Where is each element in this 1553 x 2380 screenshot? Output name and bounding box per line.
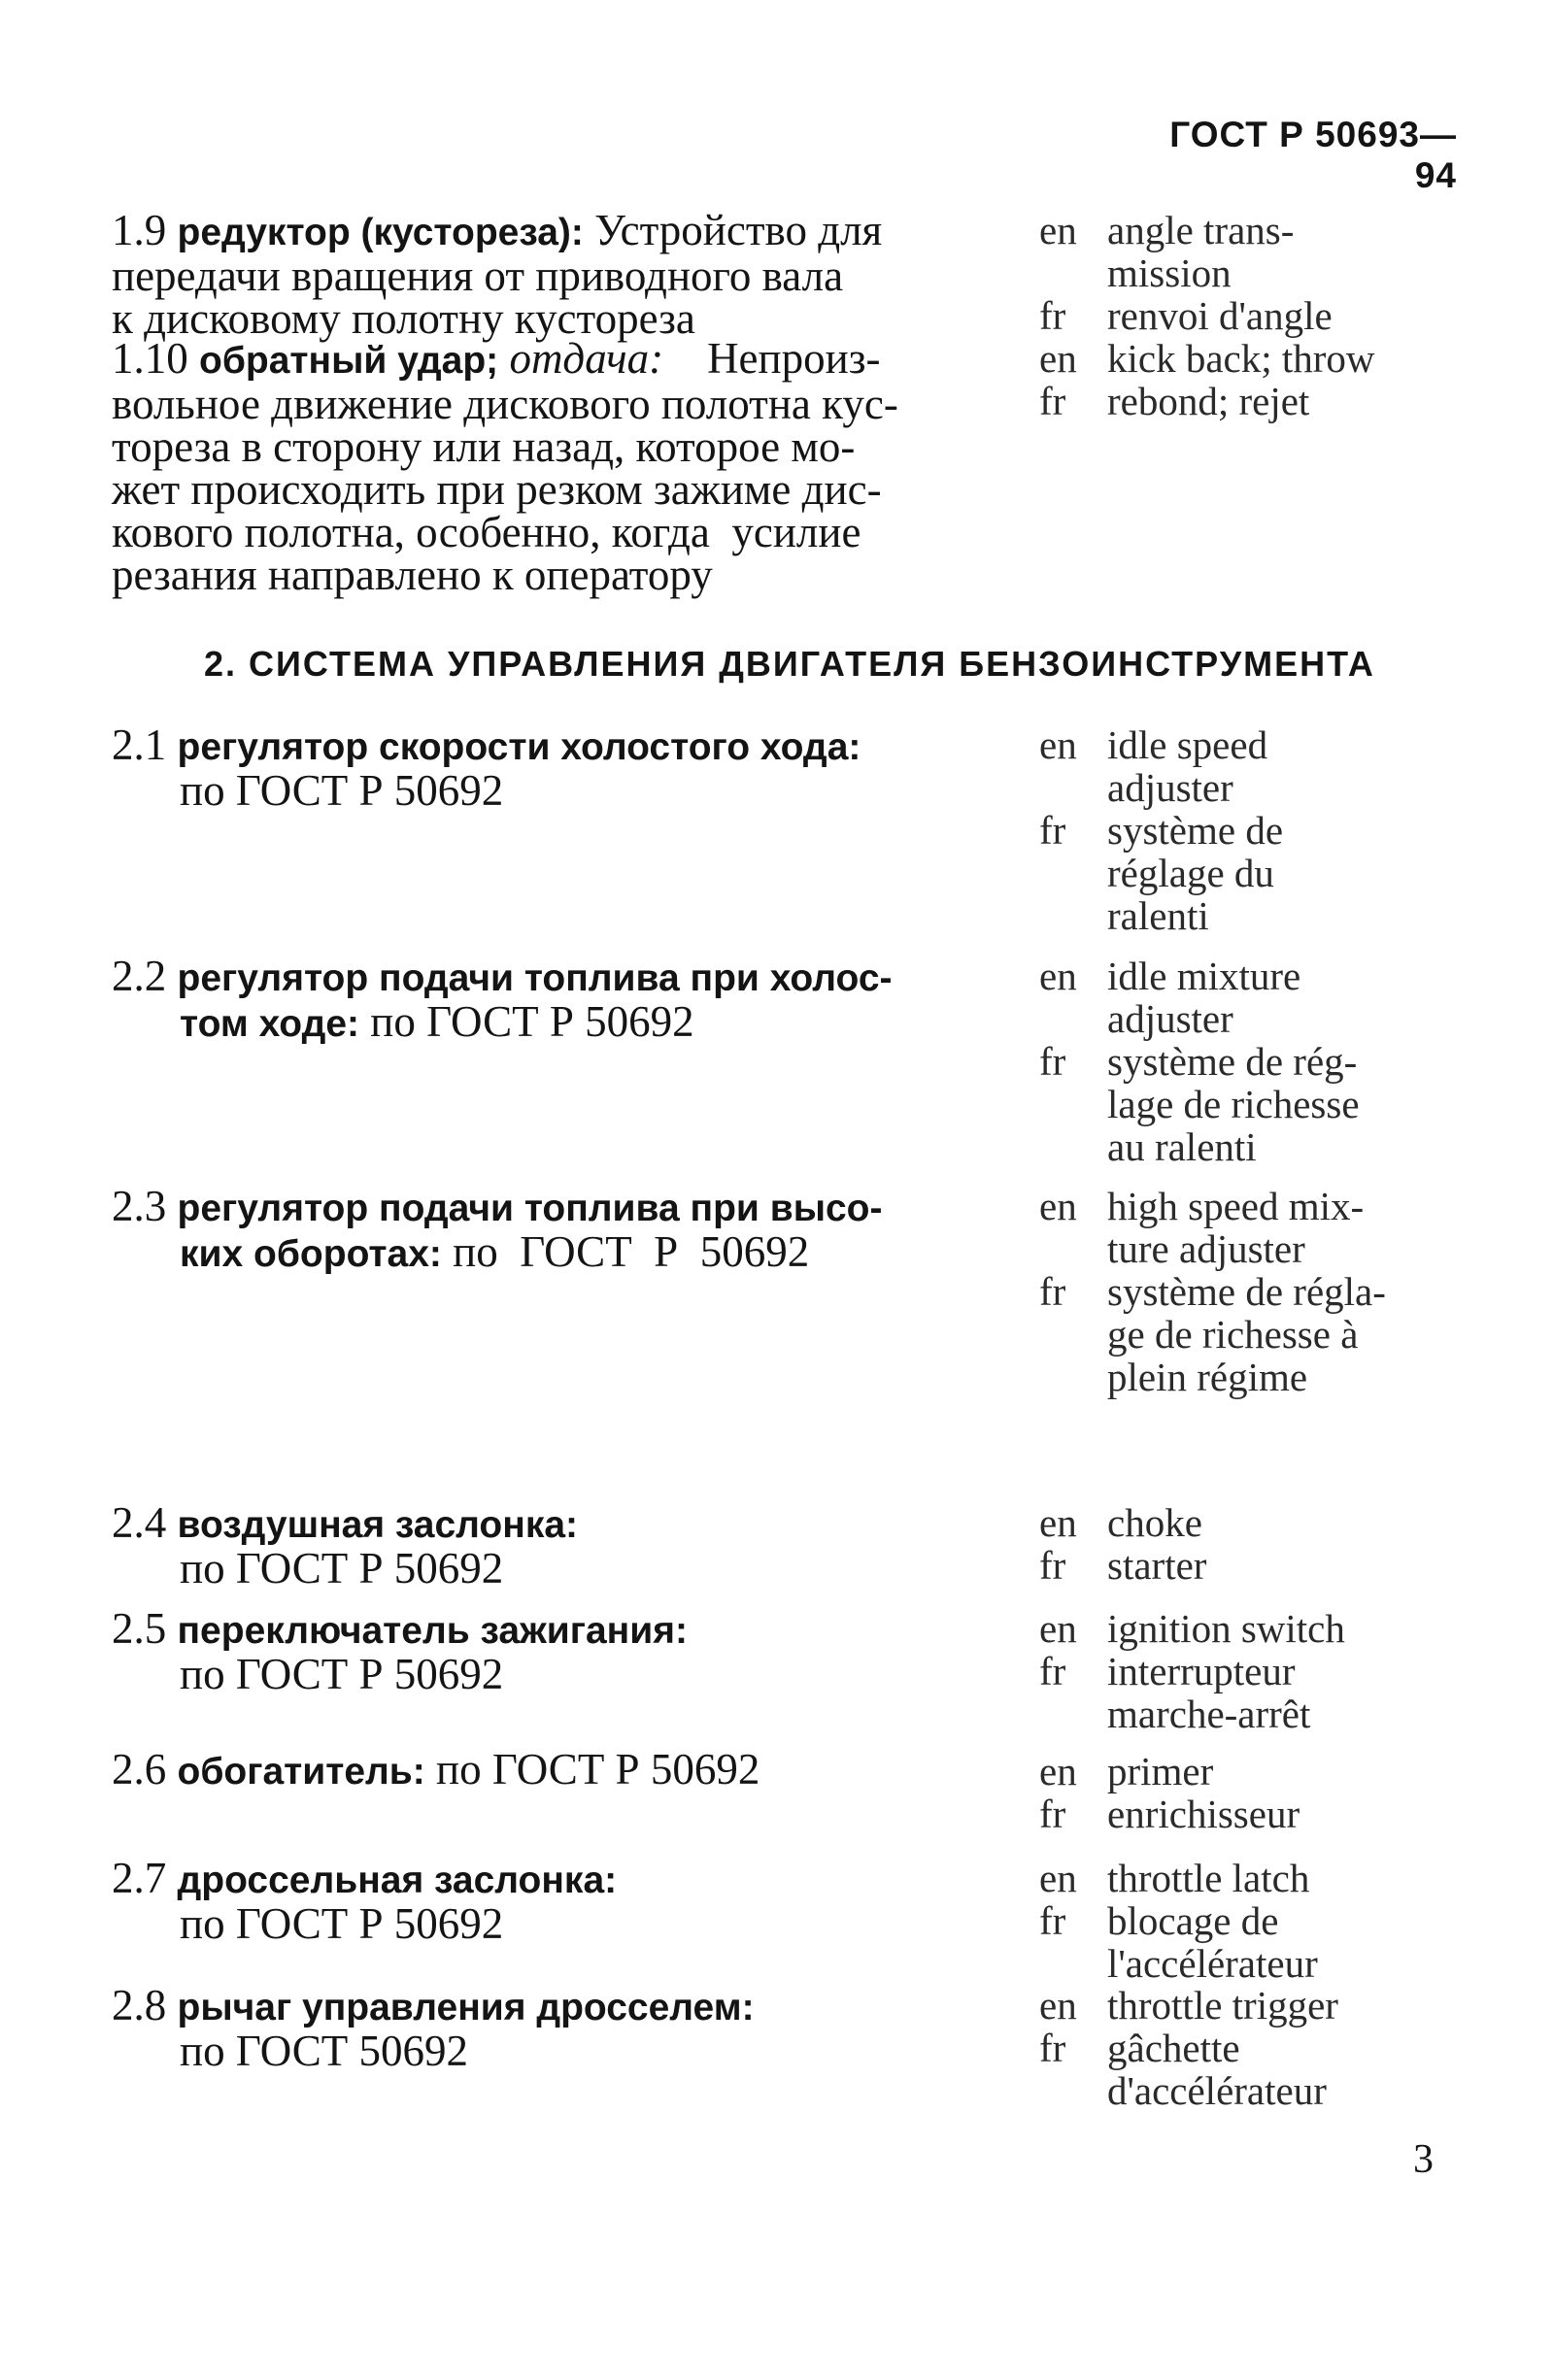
lang-code: en xyxy=(1039,1856,1077,1900)
equivalent-line: primer xyxy=(1107,1749,1214,1793)
equivalent-line: ge de richesse à xyxy=(1107,1312,1359,1357)
equivalent-line: ralenti xyxy=(1107,893,1209,938)
equivalent-line: lage de richesse xyxy=(1107,1082,1360,1126)
equivalent-line: high speed mix- xyxy=(1107,1184,1365,1228)
term-reference: по ГОСТ Р 50692 xyxy=(180,1544,504,1592)
term-entry xyxy=(112,334,947,599)
equivalents xyxy=(1039,955,1457,1168)
term-reference: по ГОСТ 50692 xyxy=(180,2027,469,2075)
lang-code: fr xyxy=(1039,2026,1066,2070)
term-name-continued: том ходе: xyxy=(180,1003,360,1045)
equivalent-line: mission xyxy=(1107,251,1232,295)
term-reference: по ГОСТ Р 50692 xyxy=(180,1650,504,1698)
term-reference: по ГОСТ Р 50692 xyxy=(359,997,694,1046)
term-name: обратный удар; xyxy=(199,340,499,382)
term-name: рычаг управления дросселем: xyxy=(177,1987,755,2028)
equivalent-line: adjuster xyxy=(1107,996,1233,1041)
term-entry xyxy=(112,1498,947,1592)
entry-number: 2.5 xyxy=(112,1604,167,1653)
equivalent-line: idle speed xyxy=(1107,722,1268,767)
lang-code: fr xyxy=(1039,1898,1066,1943)
equivalent-line: starter xyxy=(1107,1543,1207,1588)
equivalent-line: throttle trigger xyxy=(1107,1983,1338,2028)
entry-number: 2.7 xyxy=(112,1854,167,1902)
entry-number: 2.1 xyxy=(112,721,167,769)
term-reference: по ГОСТ Р 50692 xyxy=(424,1745,760,1793)
equivalent-line: l'accélérateur xyxy=(1107,1941,1318,1986)
lang-code: fr xyxy=(1039,1792,1066,1836)
equivalent-line: plein régime xyxy=(1107,1355,1308,1399)
term-definition-start: Устройство для xyxy=(583,206,883,254)
lang-code: fr xyxy=(1039,1039,1066,1084)
equivalents xyxy=(1039,1857,1457,1985)
definition-line: тореза в сторону или назад, которое мо- xyxy=(112,422,856,471)
definition-line: кового полотна, особенно, когда усилие xyxy=(112,508,861,556)
term-entry xyxy=(112,1981,947,2075)
term-name: переключатель зажигания: xyxy=(177,1610,688,1652)
lang-code: fr xyxy=(1039,379,1066,423)
term-name: регулятор подачи топлива при высо- xyxy=(177,1188,883,1229)
equivalent-line: marche-arrêt xyxy=(1107,1692,1311,1736)
equivalent-line: throttle latch xyxy=(1107,1856,1310,1900)
term-name: воздушная заслонка: xyxy=(177,1504,579,1546)
definition-line: передачи вращения от приводного вала xyxy=(112,251,844,300)
lang-code: en xyxy=(1039,1749,1077,1793)
entry-number: 1.10 xyxy=(112,334,188,383)
equivalents xyxy=(1039,1185,1457,1398)
term-name: дроссельная заслонка: xyxy=(177,1860,618,1901)
equivalent-line: système de rég- xyxy=(1107,1039,1358,1084)
lang-code: en xyxy=(1039,1606,1077,1651)
equivalent-line: enrichisseur xyxy=(1107,1792,1300,1836)
lang-code: en xyxy=(1039,208,1077,252)
equivalents xyxy=(1039,1750,1457,1835)
equivalents xyxy=(1039,337,1457,422)
lang-code: en xyxy=(1039,1184,1077,1228)
equivalent-line: choke xyxy=(1107,1500,1202,1545)
definition-line: к дисковому полотну кустореза xyxy=(112,294,695,343)
equivalent-line: adjuster xyxy=(1107,765,1233,810)
term-entry xyxy=(112,1604,947,1698)
term-entry xyxy=(112,1854,947,1948)
term-entry xyxy=(112,206,947,343)
equivalents xyxy=(1039,723,1457,937)
term-entry xyxy=(112,721,947,815)
equivalent-line: interrupteur xyxy=(1107,1649,1296,1693)
term-entry xyxy=(112,952,947,1046)
equivalent-line: réglage du xyxy=(1107,851,1274,895)
entry-number: 2.8 xyxy=(112,1981,167,2029)
term-name: регулятор скорости холостого хода: xyxy=(177,726,861,768)
equivalent-line: rebond; rejet xyxy=(1107,379,1310,423)
lang-code: fr xyxy=(1039,1269,1066,1314)
term-name: редуктор (кустореза): xyxy=(177,212,584,253)
entry-number: 2.3 xyxy=(112,1182,167,1230)
equivalent-line: ture adjuster xyxy=(1107,1226,1305,1271)
equivalent-line: blocage de xyxy=(1107,1898,1279,1943)
term-reference: по ГОСТ Р 50692 xyxy=(441,1227,810,1276)
equivalent-line: idle mixture xyxy=(1107,954,1301,998)
equivalent-line: d'accélérateur xyxy=(1107,2068,1327,2113)
term-synonym: отдача: xyxy=(509,334,664,383)
term-reference: по ГОСТ Р 50692 xyxy=(180,766,504,815)
term-name: обогатитель: xyxy=(177,1751,425,1793)
term-entry xyxy=(112,1745,947,1793)
definition-line: резания направлено к оператору xyxy=(112,551,713,599)
equivalents xyxy=(1039,1501,1457,1587)
definition-line: вольное движение дискового полотна кус- xyxy=(112,380,898,428)
equivalents xyxy=(1039,1984,1457,2112)
equivalents xyxy=(1039,209,1457,337)
equivalent-line: au ralenti xyxy=(1107,1124,1257,1169)
term-definition-start: Непроиз- xyxy=(663,334,881,383)
term-reference: по ГОСТ Р 50692 xyxy=(180,1899,504,1948)
lang-code: fr xyxy=(1039,293,1066,338)
entry-number: 2.4 xyxy=(112,1498,167,1547)
section-title: 2. СИСТЕМА УПРАВЛЕНИЯ ДВИГАТЕЛЯ БЕНЗОИНСТРУМЕНТА xyxy=(204,644,1375,684)
page-number: 3 xyxy=(1413,2137,1434,2182)
equivalent-line: angle trans- xyxy=(1107,208,1295,252)
equivalent-line: système de régla- xyxy=(1107,1269,1386,1314)
equivalent-line: ignition switch xyxy=(1107,1606,1345,1651)
lang-code: fr xyxy=(1039,808,1066,853)
equivalent-line: kick back; throw xyxy=(1107,336,1375,381)
lang-code: en xyxy=(1039,1983,1077,2028)
equivalent-line: système de xyxy=(1107,808,1284,853)
equivalents xyxy=(1039,1607,1457,1735)
lang-code: en xyxy=(1039,722,1077,767)
lang-code: en xyxy=(1039,336,1077,381)
entry-number: 1.9 xyxy=(112,206,167,254)
equivalent-line: gâchette xyxy=(1107,2026,1240,2070)
lang-code: en xyxy=(1039,1500,1077,1545)
equivalent-line: renvoi d'angle xyxy=(1107,293,1333,338)
lang-code: fr xyxy=(1039,1543,1066,1588)
definition-line: жет происходить при резком зажиме дис- xyxy=(112,465,882,514)
term-name: регулятор подачи топлива при холос- xyxy=(177,957,893,999)
page-header-standard: ГОСТ Р 50693—94 xyxy=(1169,115,1457,195)
term-entry xyxy=(112,1182,947,1276)
lang-code: en xyxy=(1039,954,1077,998)
entry-number: 2.6 xyxy=(112,1745,167,1793)
entry-number: 2.2 xyxy=(112,952,167,1000)
term-name-continued: ких оборотах: xyxy=(180,1233,442,1275)
lang-code: fr xyxy=(1039,1649,1066,1693)
